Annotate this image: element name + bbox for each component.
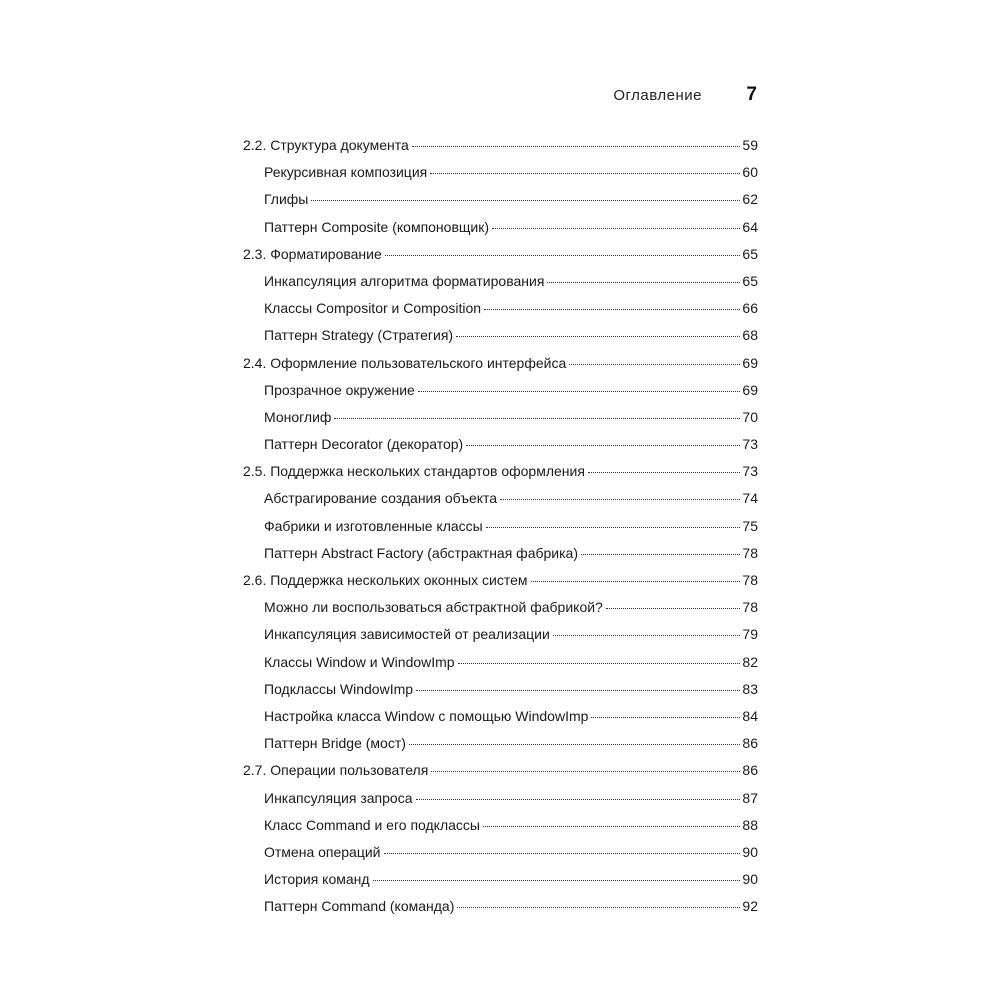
toc-subsection-entry[interactable] (243, 489, 758, 516)
toc-section-entry[interactable] (243, 571, 758, 598)
toc-subsection-entry[interactable] (243, 272, 758, 299)
dot-leader (492, 228, 740, 229)
dot-leader (416, 690, 740, 691)
toc-entry-page-number: 88 (742, 816, 758, 833)
dot-leader (553, 635, 741, 636)
toc-entry-title: 2.6. Поддержка нескольких оконных систем (243, 572, 528, 588)
toc-subsection-entry[interactable] (243, 190, 758, 217)
header-page-number: 7 (746, 84, 757, 105)
toc-subsection-entry[interactable] (243, 218, 758, 245)
toc-entry-title: Паттерн Strategy (Стратегия) (264, 327, 454, 344)
dot-leader (547, 282, 740, 283)
toc-section-entry[interactable] (243, 136, 758, 163)
toc-entry-title: Моноглиф (264, 408, 332, 425)
toc-entry-page-number: 87 (742, 789, 758, 806)
toc-subsection-entry[interactable] (243, 707, 758, 734)
dot-leader (484, 309, 740, 310)
toc-entry-title: Инкапсуляция запроса (264, 789, 413, 806)
dot-leader (500, 499, 740, 500)
toc-entry-title: Отмена операций (264, 843, 381, 860)
toc-section-entry[interactable] (243, 354, 758, 381)
dot-leader (606, 608, 741, 609)
toc-entry-page-number: 70 (742, 408, 758, 425)
toc-subsection-entry[interactable] (243, 299, 758, 326)
dot-leader (466, 445, 740, 446)
toc-entry-page-number: 65 (742, 272, 758, 289)
toc-entry-page-number: 65 (742, 245, 758, 262)
toc-entry-page-number: 69 (742, 381, 758, 398)
toc-entry-title: Классы Compositor и Composition (264, 300, 482, 317)
toc-entry-title: Паттерн Decorator (декоратор) (264, 436, 464, 453)
toc-subsection-entry[interactable] (243, 435, 758, 462)
dot-leader (457, 907, 740, 908)
toc-entry-title: Настройка класса Window с помощью WindowImp (264, 707, 589, 724)
dot-leader (418, 391, 741, 392)
toc-subsection-entry[interactable] (243, 897, 758, 924)
dot-leader (430, 173, 740, 174)
dot-leader (591, 717, 740, 718)
toc-subsection-entry[interactable] (243, 816, 758, 843)
toc-entry-page-number: 60 (742, 164, 758, 181)
toc-entry-title: История команд (264, 871, 370, 888)
toc-entry-title: Инкапсуляция зависимостей от реализации (264, 626, 550, 643)
header-title: Оглавление (613, 87, 702, 104)
dot-leader (311, 200, 740, 201)
toc-entry-title: 2.3. Форматирование (243, 245, 382, 262)
dot-leader (486, 527, 741, 528)
toc-entry-title: 2.7. Операции пользователя (243, 762, 429, 779)
toc-entry-page-number: 92 (742, 898, 758, 915)
toc-subsection-entry[interactable] (243, 870, 758, 897)
toc-entry-page-number: 86 (742, 762, 758, 779)
toc-entry-page-number: 78 (742, 599, 758, 616)
toc-section-entry[interactable] (243, 462, 758, 489)
toc-entry-page-number: 62 (742, 191, 758, 208)
toc-entry-page-number: 78 (742, 544, 758, 561)
toc-entry-title: Подклассы WindowImp (264, 680, 414, 697)
toc-subsection-entry[interactable] (243, 381, 758, 408)
toc-entry-page-number: 90 (742, 871, 758, 888)
toc-entry-title: Фабрики и изготовленные классы (264, 517, 483, 534)
dot-leader (384, 853, 741, 854)
toc-subsection-entry[interactable] (243, 598, 758, 625)
dot-leader (385, 255, 741, 256)
toc-entry-title: Паттерн Composite (компоновщик) (264, 218, 490, 235)
toc-entry-title: 2.2. Структура документа (243, 137, 409, 153)
toc-subsection-entry[interactable] (243, 544, 758, 571)
running-header (560, 86, 760, 110)
dot-leader (409, 744, 741, 745)
dot-leader (588, 472, 741, 473)
toc-entry-page-number: 86 (742, 735, 758, 752)
toc-entry-page-number: 79 (742, 626, 758, 643)
toc-subsection-entry[interactable] (243, 734, 758, 761)
toc-entry-page-number: 84 (742, 707, 758, 724)
toc-entry-page-number: 68 (742, 327, 758, 344)
dot-leader (458, 663, 741, 664)
toc-entry-title: Классы Window и WindowImp (264, 653, 455, 670)
toc-entry-page-number: 73 (742, 436, 758, 453)
toc-entry-page-number: 73 (742, 463, 758, 480)
toc-entry-title: Глифы (264, 191, 309, 208)
toc-subsection-entry[interactable] (243, 163, 758, 190)
toc-entry-title: Паттерн Bridge (мост) (264, 735, 406, 752)
toc-entry-title: Можно ли воспользоваться абстрактной фабрикой? (264, 599, 603, 616)
toc-entry-title: Класс Command и его подклассы (264, 816, 480, 833)
toc-entry-title: Прозрачное окружение (264, 381, 415, 398)
toc-entry-page-number: 69 (742, 354, 758, 371)
toc-entry-page-number: 74 (742, 490, 758, 507)
dot-leader (412, 146, 741, 147)
toc-subsection-entry[interactable] (243, 326, 758, 353)
toc-subsection-entry[interactable] (243, 680, 758, 707)
toc-entry-title: 2.4. Оформление пользовательского интерфейса (243, 354, 567, 371)
toc-entry-title: Абстрагирование создания объекта (264, 490, 498, 507)
dot-leader (373, 880, 741, 881)
toc-subsection-entry[interactable] (243, 789, 758, 816)
toc-subsection-entry[interactable] (243, 653, 758, 680)
dot-leader (431, 771, 740, 772)
dot-leader (581, 554, 740, 555)
toc-entry-title: Инкапсуляция алгоритма форматирования (264, 272, 545, 289)
toc-entry-title: Паттерн Command (команда) (264, 898, 455, 915)
toc-entry-page-number: 66 (742, 300, 758, 317)
toc-section-entry[interactable] (243, 761, 758, 788)
toc-subsection-entry[interactable] (243, 517, 758, 544)
toc-section-entry[interactable] (243, 245, 758, 272)
table-of-contents (243, 136, 758, 924)
toc-entry-title: Рекурсивная композиция (264, 164, 428, 181)
toc-entry-title: Паттерн Abstract Factory (абстрактная фабрика) (264, 544, 578, 561)
toc-entry-page-number: 78 (742, 572, 758, 588)
toc-entry-title: 2.5. Поддержка нескольких стандартов оформления (243, 463, 585, 480)
toc-entry-page-number: 59 (742, 137, 758, 153)
toc-subsection-entry[interactable] (243, 625, 758, 652)
toc-entry-page-number: 90 (742, 843, 758, 860)
toc-subsection-entry[interactable] (243, 408, 758, 435)
dot-leader (416, 799, 741, 800)
toc-subsection-entry[interactable] (243, 843, 758, 870)
dot-leader (569, 364, 740, 365)
dot-leader (334, 418, 740, 419)
toc-entry-page-number: 83 (742, 680, 758, 697)
dot-leader (456, 336, 740, 337)
toc-entry-page-number: 82 (742, 653, 758, 670)
toc-entry-page-number: 64 (742, 218, 758, 235)
toc-entry-page-number: 75 (742, 517, 758, 534)
dot-leader (483, 826, 740, 827)
dot-leader (531, 581, 741, 582)
